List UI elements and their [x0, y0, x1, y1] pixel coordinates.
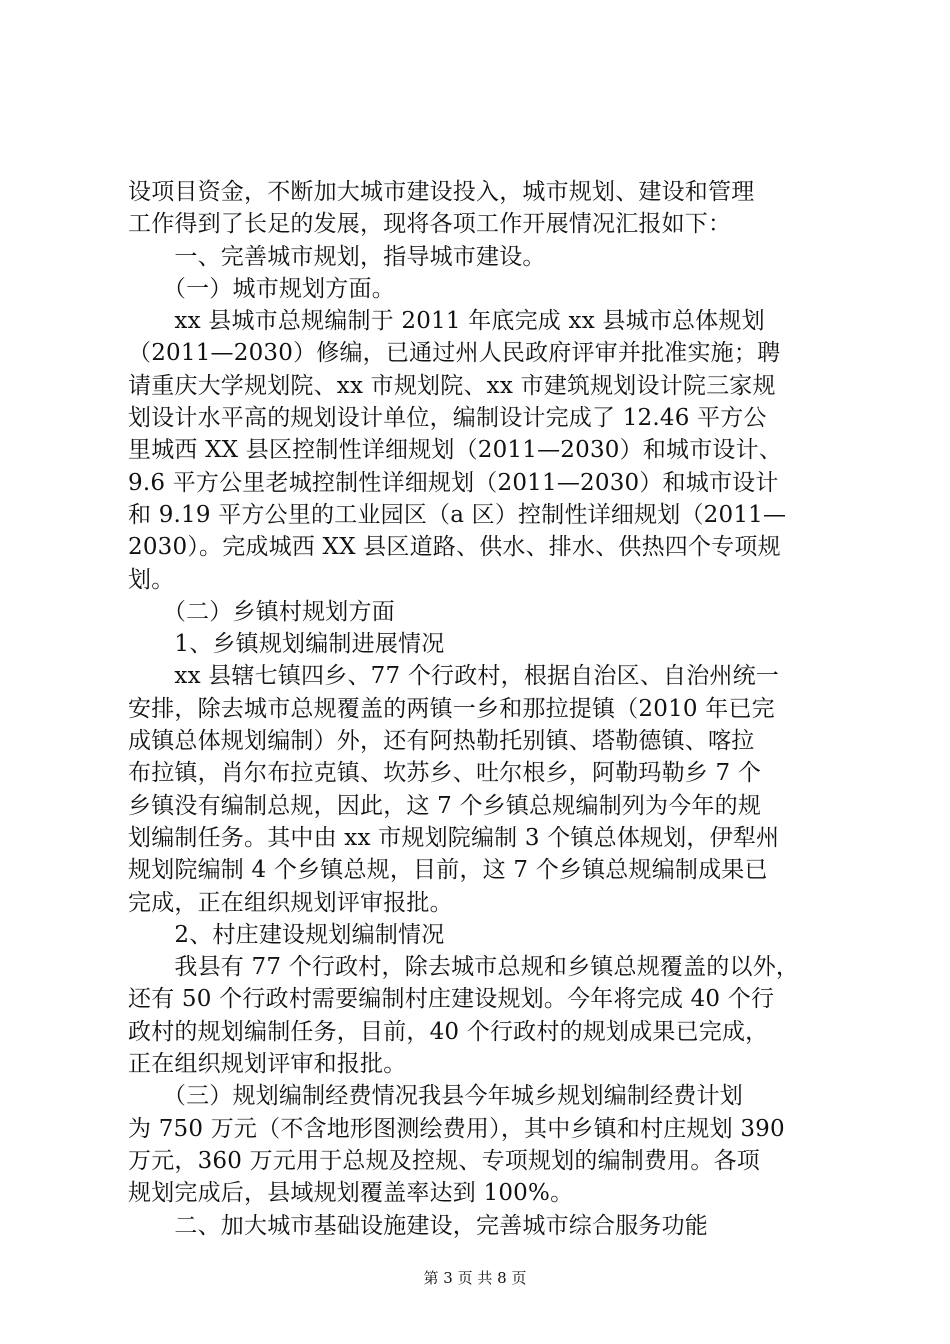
- text-line: 请重庆大学规划院、xx 市规划院、xx 市建筑规划设计院三家规: [128, 372, 776, 399]
- text-line: 一、完善城市规划，指导城市建设。: [128, 243, 546, 270]
- text-line: 划。: [128, 566, 175, 593]
- text-line: 完成，正在组织规划评审报批。: [128, 889, 453, 916]
- text-line: （一）城市规划方面。: [128, 275, 395, 302]
- text-line: 二、加大城市基础设施建设，完善城市综合服务功能: [128, 1212, 708, 1239]
- text-line: 划编制任务。其中由 xx 市规划院编制 3 个镇总体规划，伊犁州: [128, 824, 780, 851]
- text-line: 为 750 万元（不含地形图测绘费用），其中乡镇和村庄规划 390: [128, 1115, 785, 1142]
- text-line: 2030）。完成城西 XX 县区道路、供水、排水、供热四个专项规: [128, 534, 781, 561]
- text-line: （2011—2030）修编，已通过州人民政府评审并批准实施；聘: [128, 340, 781, 367]
- text-line: 安排，除去城市总规覆盖的两镇一乡和那拉提镇（2010 年已完: [128, 695, 775, 722]
- text-line: 规划院编制 4 个乡镇总规，目前，这 7 个乡镇总规编制成果已: [128, 857, 768, 884]
- text-line: 和 9.19 平方公里的工业园区（a 区）控制性详细规划（2011—: [128, 501, 787, 528]
- text-line: 乡镇没有编制总规，因此，这 7 个乡镇总规编制列为今年的规: [128, 792, 762, 819]
- text-line: （三）规划编制经费情况我县今年城乡规划编制经费计划: [128, 1083, 743, 1110]
- text-line: 工作得到了长足的发展，现将各项工作开展情况汇报如下：: [128, 211, 732, 238]
- document-body: [128, 176, 828, 1242]
- text-line: 万元，360 万元用于总规及控规、专项规划的编制费用。各项: [128, 1147, 761, 1174]
- text-line: 政村的规划编制任务，目前，40 个行政村的规划成果已完成，: [128, 1018, 769, 1045]
- text-line: 我县有 77 个行政村，除去城市总规和乡镇总规覆盖的以外，: [128, 954, 800, 981]
- text-line: 成镇总体规划编制）外，还有阿热勒托别镇、塔勒德镇、喀拉: [128, 728, 755, 755]
- text-line: 2、村庄建设规划编制情况: [128, 921, 445, 948]
- text-line: 9.6 平方公里老城控制性详细规划（2011—2030）和城市设计: [128, 469, 779, 496]
- text-line: 正在组织规划评审和报批。: [128, 1051, 407, 1078]
- text-line: xx 县辖七镇四乡、77 个行政村，根据自治区、自治州统一: [128, 663, 780, 690]
- text-line: 1、乡镇规划编制进展情况: [128, 631, 445, 658]
- text-line: 设项目资金，不断加大城市建设投入，城市规划、建设和管理: [128, 179, 755, 205]
- text-line: 还有 50 个行政村需要编制村庄建设规划。今年将完成 40 个行: [128, 986, 775, 1013]
- text-line: xx 县城市总规编制于 2011 年底完成 xx 县城市总体规划: [128, 308, 765, 335]
- text-line: （二）乡镇村规划方面: [128, 598, 395, 625]
- text-line: 规划完成后，县域规划覆盖率达到 100%。: [128, 1180, 574, 1207]
- page-footer: 第 3 页 共 8 页: [423, 1269, 527, 1287]
- text-line: 划设计水平高的规划设计单位，编制设计完成了 12.46 平方公: [128, 405, 767, 432]
- text-line: 布拉镇，肖尔布拉克镇、坎苏乡、吐尔根乡，阿勒玛勒乡 7 个: [128, 760, 762, 787]
- text-line: 里城西 XX 县区控制性详细规划（2011—2030）和城市设计、: [128, 437, 783, 464]
